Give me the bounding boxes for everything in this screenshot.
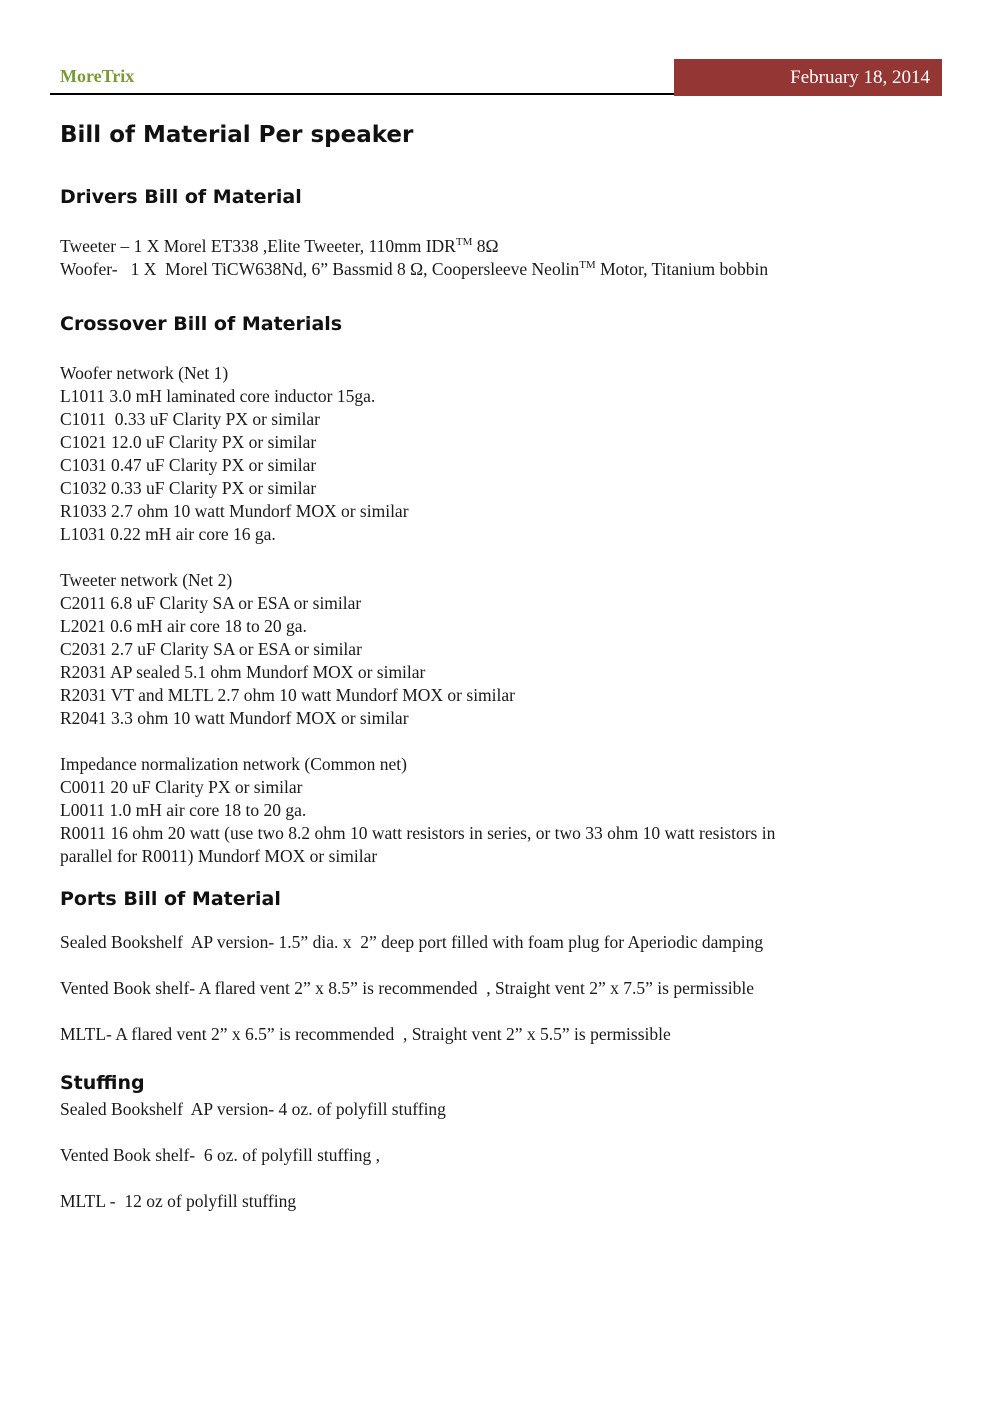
list-item: C1031 0.47 uF Clarity PX or similar	[60, 455, 317, 475]
list-item: R2041 3.3 ohm 10 watt Mundorf MOX or similar	[60, 708, 409, 728]
list-item: Sealed Bookshelf AP version- 1.5” dia. x 2” deep port filled with foam plug for Aperiodic damping	[60, 932, 764, 952]
document-body	[60, 118, 940, 1213]
list-item: Vented Book shelf- A flared vent 2” x 8.5” is recommended , Straight vent 2” x 7.5” is permissible	[60, 978, 755, 998]
ports-heading: Ports Bill of Material	[60, 888, 281, 910]
list-item: R0011 16 ohm 20 watt (use two 8.2 ohm 10 watt resistors in series, or two 33 ohm 10 watt resistors in	[60, 823, 776, 843]
list-item: Tweeter network (Net 2)	[60, 570, 233, 590]
crossover-heading: Crossover Bill of Materials	[60, 313, 343, 335]
list-item: L0011 1.0 mH air core 18 to 20 ga.	[60, 800, 307, 820]
list-item: MLTL- A flared vent 2” x 6.5” is recommended , Straight vent 2” x 5.5” is permissible	[60, 1024, 671, 1044]
ports-list	[60, 931, 940, 1046]
list-item: C1021 12.0 uF Clarity PX or similar	[60, 432, 317, 452]
woofer-network	[60, 362, 940, 546]
stuffing-heading: Stuffing	[60, 1072, 145, 1094]
list-item: Woofer network (Net 1)	[60, 363, 229, 383]
list-item: C2031 2.7 uF Clarity SA or ESA or similar	[60, 639, 362, 659]
list-item: C2011 6.8 uF Clarity SA or ESA or similar	[60, 593, 362, 613]
list-item: MLTL - 12 oz of polyfill stuffing	[60, 1191, 297, 1211]
header-date-box	[674, 59, 942, 96]
list-item: parallel for R0011) Mundorf MOX or similar	[60, 846, 378, 866]
common-network	[60, 753, 940, 868]
header-date: February 18, 2014	[790, 67, 930, 88]
list-item: Vented Book shelf- 6 oz. of polyfill stuffing ,	[60, 1145, 380, 1165]
list-item: L2021 0.6 mH air core 18 to 20 ga.	[60, 616, 307, 636]
drivers-list	[60, 235, 940, 281]
tweeter-line: Tweeter – 1 X Morel ET338 ,Elite Tweeter, 110mm IDR™ 8Ω	[60, 236, 499, 256]
drivers-heading: Drivers Bill of Material	[60, 186, 302, 208]
header-rule	[50, 93, 674, 95]
list-item: R1033 2.7 ohm 10 watt Mundorf MOX or similar	[60, 501, 409, 521]
list-item: C1011 0.33 uF Clarity PX or similar	[60, 409, 320, 429]
header-brand: MoreTrix	[60, 66, 135, 86]
list-item: L1031 0.22 mH air core 16 ga.	[60, 524, 276, 544]
list-item: Impedance normalization network (Common net)	[60, 754, 407, 774]
woofer-line: Woofer- 1 X Morel TiCW638Nd, 6” Bassmid 8 Ω, Coopersleeve Neolin™ Motor, Titanium bobbin	[60, 259, 769, 279]
list-item: R2031 AP sealed 5.1 ohm Mundorf MOX or similar	[60, 662, 426, 682]
stuffing-list	[60, 1098, 940, 1213]
list-item: R2031 VT and MLTL 2.7 ohm 10 watt Mundorf MOX or similar	[60, 685, 515, 705]
list-item: Sealed Bookshelf AP version- 4 oz. of polyfill stuffing	[60, 1099, 446, 1119]
tweeter-network	[60, 569, 940, 730]
page-title: Bill of Material Per speaker	[60, 122, 414, 148]
list-item: L1011 3.0 mH laminated core inductor 15ga.	[60, 386, 376, 406]
list-item: C0011 20 uF Clarity PX or similar	[60, 777, 303, 797]
list-item: C1032 0.33 uF Clarity PX or similar	[60, 478, 317, 498]
